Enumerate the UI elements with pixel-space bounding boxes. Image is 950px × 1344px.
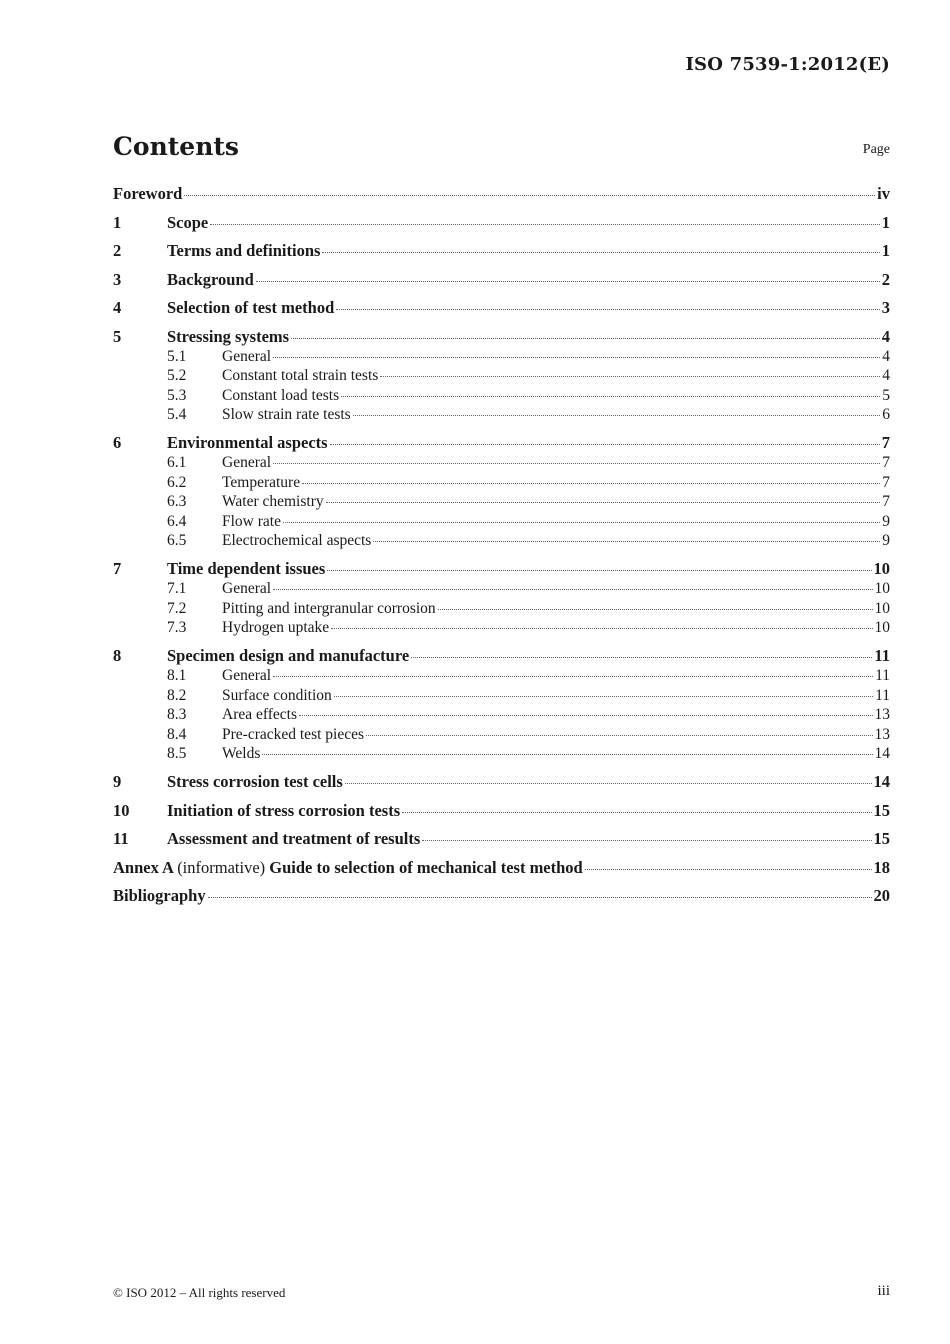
toc-page-number: 20 xyxy=(873,886,890,905)
toc-entry-label: Annex A xyxy=(113,857,174,877)
toc-entry-number: 5.3 xyxy=(167,386,187,404)
toc-entry[interactable] xyxy=(113,829,890,850)
toc-entry[interactable] xyxy=(113,270,890,291)
document-reference: ISO 7539-1:2012(E) xyxy=(685,54,890,75)
toc-page-number: 11 xyxy=(875,686,890,704)
toc-entry-title xyxy=(167,433,328,453)
toc-page-number: 11 xyxy=(875,667,890,684)
toc-entry-label: Assessment and treatment of results xyxy=(167,829,421,848)
dot-leader xyxy=(273,676,873,677)
toc-entry-label: General xyxy=(222,667,272,684)
dot-leader xyxy=(373,541,880,542)
toc-entry[interactable] xyxy=(113,298,890,319)
toc-page-number: 9 xyxy=(882,532,890,549)
dot-leader xyxy=(345,783,872,784)
dot-leader xyxy=(402,812,871,813)
dot-leader xyxy=(299,715,872,716)
toc-entry-title xyxy=(167,801,400,821)
toc-entry-label: Area effects xyxy=(222,706,298,723)
toc-subentry[interactable] xyxy=(113,687,890,707)
dot-leader xyxy=(438,609,873,610)
toc-page-number: 13 xyxy=(874,706,890,723)
toc-entry-title xyxy=(167,298,334,318)
toc-subentry[interactable] xyxy=(113,474,890,494)
toc-page-number: 1 xyxy=(881,212,890,232)
toc-entry-title xyxy=(167,559,325,579)
dot-leader xyxy=(208,897,872,898)
toc-entry-title xyxy=(222,706,297,724)
toc-entry-label: Terms and definitions xyxy=(167,241,321,260)
toc-entry-label: Selection of test method xyxy=(167,298,335,317)
toc-entry-title xyxy=(222,619,329,637)
toc-entry-title xyxy=(167,270,254,290)
toc-entry-label: Bibliography xyxy=(113,886,206,905)
toc-entry-number: 5.2 xyxy=(167,367,187,384)
toc-entry-number: 7.2 xyxy=(167,599,187,617)
toc-entry-number: 9 xyxy=(113,772,122,791)
toc-entry-number: 6.2 xyxy=(167,473,187,491)
toc-entry-annex-title: Guide to selection of mechanical test method xyxy=(269,857,583,877)
toc-page-number: 3 xyxy=(881,298,890,317)
toc-entry[interactable] xyxy=(113,433,890,454)
toc-entry-title xyxy=(113,858,583,878)
toc-page-number: 7 xyxy=(882,454,890,471)
toc-entry-label: General xyxy=(222,580,272,597)
dot-leader xyxy=(273,589,872,590)
toc-subentry[interactable] xyxy=(113,493,890,513)
toc-entry-number: 4 xyxy=(113,298,122,317)
toc-entry-number: 8 xyxy=(113,646,122,665)
toc-subentry[interactable] xyxy=(113,454,890,474)
dot-leader xyxy=(422,840,871,841)
dot-leader xyxy=(366,735,872,736)
toc-entry[interactable] xyxy=(113,559,890,580)
toc-entry-label: General xyxy=(222,454,272,471)
toc-entry-annex-type: (informative) xyxy=(177,857,266,877)
toc-page-number: 2 xyxy=(881,269,890,289)
page-number: iii xyxy=(877,1283,890,1299)
toc-entry-label: Pre-cracked test pieces xyxy=(222,725,365,743)
dot-leader xyxy=(256,281,880,282)
dot-leader xyxy=(327,570,871,571)
toc-entry-title xyxy=(222,745,260,763)
toc-entry-number: 5.1 xyxy=(167,347,187,365)
toc-page-number: 4 xyxy=(882,367,890,384)
toc-page-number: 10 xyxy=(874,599,890,617)
dot-leader xyxy=(330,444,880,445)
toc-entry-label: Surface condition xyxy=(222,686,332,704)
toc-subentry[interactable] xyxy=(113,706,890,726)
dot-leader xyxy=(273,463,880,464)
toc-page-number: 4 xyxy=(881,326,890,346)
toc-entry-label: Water chemistry xyxy=(222,493,324,510)
toc-entry-number: 7 xyxy=(113,559,122,578)
toc-entry-label: Slow strain rate tests xyxy=(222,406,351,423)
toc-entry-title xyxy=(222,348,271,366)
toc-entry-title xyxy=(222,493,324,511)
toc-entry-title xyxy=(222,387,339,405)
toc-entry-title xyxy=(113,886,206,906)
toc-entry-label: Specimen design and manufacture xyxy=(167,646,410,665)
toc-entry-title xyxy=(167,327,289,347)
toc-entry-number: 7.3 xyxy=(167,619,187,636)
dot-leader xyxy=(262,754,872,755)
toc-page-number: iv xyxy=(877,184,890,203)
toc-page-number: 15 xyxy=(873,829,890,848)
toc-entry-title xyxy=(222,367,378,385)
dot-leader xyxy=(585,869,872,870)
toc-page-number: 5 xyxy=(882,386,890,404)
toc-subentry[interactable] xyxy=(113,580,890,600)
toc-entry-title xyxy=(167,241,320,261)
toc-entry-number: 6.1 xyxy=(167,454,187,471)
toc-entry-title xyxy=(222,474,300,492)
toc-page-number: 13 xyxy=(874,725,890,743)
toc-entry[interactable] xyxy=(113,772,890,793)
toc-entry-label: Environmental aspects xyxy=(167,433,328,452)
toc-entry-number: 6.4 xyxy=(167,512,187,530)
toc-entry[interactable] xyxy=(113,213,890,234)
dot-leader xyxy=(380,376,880,377)
toc-entry-label: Electrochemical aspects xyxy=(222,532,372,549)
toc-entry-label: Time dependent issues xyxy=(167,559,326,578)
toc-subentry[interactable] xyxy=(113,667,890,687)
toc-entry-title xyxy=(222,667,271,685)
toc-subentry[interactable] xyxy=(113,745,890,765)
toc-entry-title xyxy=(222,687,332,705)
toc-entry-number: 7.1 xyxy=(167,580,187,597)
toc-page-number: 15 xyxy=(873,800,890,820)
toc-page-number: 1 xyxy=(881,241,890,260)
toc-entry-title xyxy=(167,646,409,666)
toc-entry-label: Scope xyxy=(167,212,209,232)
toc-entry-label: Background xyxy=(167,269,254,289)
toc-page-number: 7 xyxy=(881,433,890,452)
contents-heading-row xyxy=(113,132,890,166)
dot-leader xyxy=(273,357,880,358)
dot-leader xyxy=(353,415,881,416)
toc-page-number: 7 xyxy=(882,473,890,491)
toc-page-number: 6 xyxy=(882,406,890,423)
toc-entry-title xyxy=(167,772,343,792)
toc-page-number: 11 xyxy=(874,646,890,665)
dot-leader xyxy=(322,252,879,253)
toc-entry-title xyxy=(222,532,371,550)
toc-entry-title xyxy=(222,580,271,598)
toc-entry[interactable] xyxy=(113,241,890,262)
toc-subentry[interactable] xyxy=(113,513,890,533)
toc-entry-label: Welds xyxy=(222,745,261,762)
dot-leader xyxy=(291,338,880,339)
dot-leader xyxy=(336,309,879,310)
toc-page-number: 9 xyxy=(882,512,890,530)
toc-entry-number: 8.3 xyxy=(167,706,187,723)
toc-subentry[interactable] xyxy=(113,367,890,387)
toc-page-number: 10 xyxy=(874,580,890,597)
page-column-label: Page xyxy=(862,142,890,157)
toc-page-number: 14 xyxy=(874,745,890,762)
toc-subentry[interactable] xyxy=(113,532,890,552)
dot-leader xyxy=(326,502,881,503)
toc-entry-number: 10 xyxy=(113,800,130,820)
toc-entry-number: 11 xyxy=(113,829,129,848)
dot-leader xyxy=(411,657,872,658)
toc-entry-title xyxy=(222,726,364,744)
toc-entry-title xyxy=(167,213,208,233)
toc-entry-label: Flow rate xyxy=(222,512,281,530)
toc-entry-label: Stressing systems xyxy=(167,326,290,346)
toc-entry-label: Constant load tests xyxy=(222,386,340,404)
toc-entry[interactable] xyxy=(113,858,890,879)
toc-page-number: 7 xyxy=(882,493,890,510)
toc-subentry[interactable] xyxy=(113,600,890,620)
toc-entry-number: 8.2 xyxy=(167,686,187,704)
toc-page-number: 18 xyxy=(873,857,890,877)
toc-entry[interactable] xyxy=(113,184,890,205)
dot-leader xyxy=(184,195,875,196)
toc-entry-number: 2 xyxy=(113,241,122,260)
toc-entry-number: 8.4 xyxy=(167,725,187,743)
toc-entry-title xyxy=(113,184,182,204)
dot-leader xyxy=(210,224,880,225)
toc-subentry[interactable] xyxy=(113,406,890,426)
toc-subentry[interactable] xyxy=(113,387,890,407)
toc-entry-title xyxy=(222,406,351,424)
toc-subentry[interactable] xyxy=(113,619,890,639)
toc-entry-label: Initiation of stress corrosion tests xyxy=(167,800,401,820)
toc-entry-label: Constant total strain tests xyxy=(222,367,379,384)
toc-entry-number: 6 xyxy=(113,433,122,452)
toc-entry-label: Hydrogen uptake xyxy=(222,619,330,636)
toc-entry-number: 5 xyxy=(113,326,122,346)
toc-entry-number: 5.4 xyxy=(167,406,187,423)
toc-subentry[interactable] xyxy=(113,348,890,368)
dot-leader xyxy=(334,696,873,697)
toc-entry-title xyxy=(222,454,271,472)
dot-leader xyxy=(341,396,880,397)
toc-entry-title xyxy=(222,513,281,531)
toc-entry[interactable] xyxy=(113,886,890,907)
toc-entry-number: 3 xyxy=(113,269,122,289)
toc-page-number: 4 xyxy=(882,347,890,365)
copyright-notice: © ISO 2012 – All rights reserved xyxy=(113,1285,286,1300)
toc-subentry[interactable] xyxy=(113,726,890,746)
toc-page-number: 10 xyxy=(873,559,890,578)
dot-leader xyxy=(283,522,880,523)
toc-entry-number: 1 xyxy=(113,212,122,232)
dot-leader xyxy=(331,628,872,629)
toc-entry-number: 8.1 xyxy=(167,667,187,684)
toc-entry-number: 6.5 xyxy=(167,532,187,549)
toc-entry[interactable] xyxy=(113,801,890,822)
toc-entry-label: Temperature xyxy=(222,473,301,491)
toc-page-number: 10 xyxy=(874,619,890,636)
toc-entry-label: Foreword xyxy=(113,184,183,203)
toc-entry-number: 6.3 xyxy=(167,493,187,510)
toc-entry-label: Stress corrosion test cells xyxy=(167,772,343,791)
toc-entry[interactable] xyxy=(113,327,890,348)
toc-entry-title xyxy=(167,829,420,849)
table-of-contents xyxy=(113,184,890,907)
toc-entry-title xyxy=(222,600,436,618)
toc-entry-number: 8.5 xyxy=(167,745,187,762)
toc-entry-label: General xyxy=(222,347,272,365)
dot-leader xyxy=(302,483,880,484)
page-title: Contents xyxy=(113,132,240,161)
toc-page-number: 14 xyxy=(873,772,890,791)
toc-entry[interactable] xyxy=(113,646,890,667)
toc-entry-label: Pitting and intergranular corrosion xyxy=(222,599,436,617)
